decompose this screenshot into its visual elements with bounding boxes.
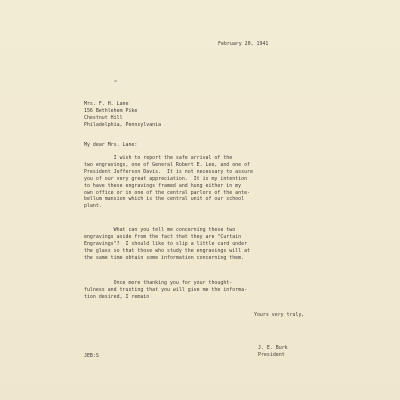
salutation: My dear Mrs. Lane: <box>84 142 138 148</box>
ink-mark <box>114 80 117 82</box>
reference-initials: JEB:S <box>84 353 99 359</box>
closing: Yours very truly, <box>254 312 305 318</box>
body-paragraph-1: I wish to report the safe arrival of the two engravings, one of General Robert E. Lee, and one of President Jefferson Davis. It is not necessary to assure you of our very great appreciation. It is my intention to have these engravings framed and hung either in my own office or in one of the central parlors of the ante- bellum mansion which is the central unit of our school plant. <box>84 155 253 210</box>
body-paragraph-2: What can you tell me concerning these two engravings aside from the fact that they are "Curtain Engravings"? I should like to slip a little card under the glass so that those who study the engravings will at the same time obtain some information concerning them. <box>84 227 251 261</box>
signature-block: J. E. Burk President <box>258 345 288 358</box>
body-paragraph-3: Once more thanking you for your thought- fulness and trusting that you will give me the informa- tion desired, I remain <box>84 280 248 300</box>
letter-date: February 20, 1941 <box>218 41 269 47</box>
recipient-address: Mrs. F. H. Lane 156 Bethlehem Pike Chestnut Hill Philadelphia, Pennsylvania <box>84 101 162 128</box>
